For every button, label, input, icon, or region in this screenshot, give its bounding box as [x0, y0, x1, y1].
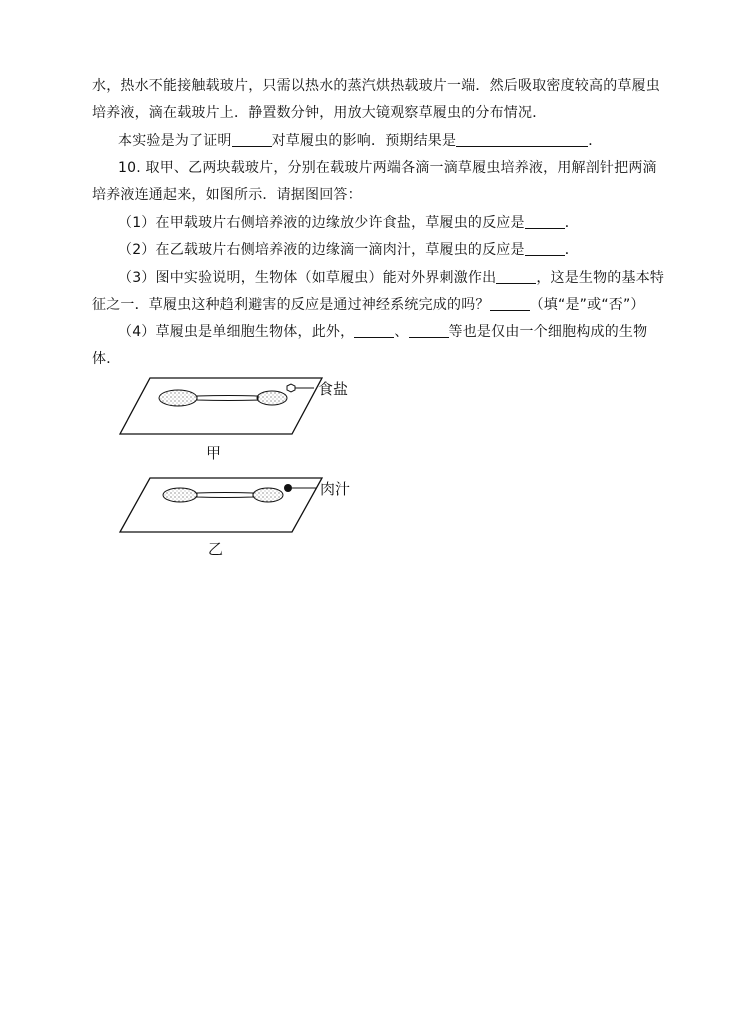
sub-question-4-part1: （4）草履虫是单细胞生物体，此外， [118, 324, 355, 340]
sub-question-3-part1: （3）图中实验说明，生物体（如草履虫）能对外界刺激作出 [118, 270, 497, 286]
slide-a-callout: 食盐 [318, 380, 349, 398]
answer-blank-4a[interactable] [354, 323, 394, 338]
sub-question-4-sep: 、 [394, 324, 409, 340]
purpose-middle: 对草履虫的影响．预期结果是 [271, 133, 457, 149]
answer-blank-purpose-2[interactable] [456, 132, 588, 147]
slide-b [120, 478, 350, 558]
purpose-prefix: 本实验是为了证明 [118, 133, 232, 149]
sub-question-2-text: （2）在乙载玻片右侧培养液的边缘滴一滴肉汁，草履虫的反应是 [118, 242, 525, 258]
slide-b-callout: 肉汁 [320, 480, 351, 498]
sub-question-2 [118, 240, 579, 260]
answer-blank-3a[interactable] [496, 269, 536, 284]
sub-question-3-line-2 [92, 295, 645, 315]
paragraph-line-2: 培养液，滴在载玻片上．静置数分钟，用放大镜观察草履虫的分布情况． [92, 105, 547, 121]
answer-blank-2[interactable] [525, 241, 565, 256]
sub-question-3-part2: ，这是生物的基本特 [536, 270, 665, 286]
answer-blank-4b[interactable] [409, 323, 449, 338]
sub-question-3-line2b: （填“是”或“否”） [529, 297, 645, 313]
sub-question-1 [118, 213, 579, 233]
sub-question-3-line-1 [118, 268, 664, 288]
slide-a-label: 甲 [206, 444, 222, 462]
sub-question-1-end: ． [564, 215, 579, 231]
slide-b-label: 乙 [208, 540, 224, 558]
salt-crystal-icon [287, 384, 295, 392]
sub-question-2-end: ． [564, 242, 579, 258]
slide-a [120, 378, 348, 462]
paragraph-line-1: 水，热水不能接触载玻片，只需以热水的蒸汽烘热载玻片一端．然后吸取密度较高的草履虫 [92, 78, 660, 94]
purpose-line [118, 131, 602, 151]
meat-juice-drop-icon [284, 484, 292, 492]
question-10-line-1: 10. 取甲、乙两块载玻片，分别在载玻片两端各滴一滴草履虫培养液，用解剖针把两滴 [118, 160, 657, 176]
sub-question-4-part2: 等也是仅由一个细胞构成的生物 [448, 324, 648, 340]
answer-blank-purpose-1[interactable] [232, 132, 272, 147]
answer-blank-1[interactable] [525, 214, 565, 229]
answer-blank-3b[interactable] [490, 296, 530, 311]
question-10-line-2: 培养液连通起来，如图所示．请据图回答： [92, 187, 362, 203]
sub-question-4-line-1 [118, 322, 647, 342]
paramecium-experiment-figure [110, 372, 390, 562]
sub-question-1-text: （1）在甲载玻片右侧培养液的边缘放少许食盐，草履虫的反应是 [118, 215, 525, 231]
sub-question-3-line2a: 征之一．草履虫这种趋利避害的反应是通过神经系统完成的吗？ [92, 297, 490, 313]
sub-question-4-line-2: 体． [92, 351, 121, 367]
purpose-suffix: ． [588, 133, 603, 149]
